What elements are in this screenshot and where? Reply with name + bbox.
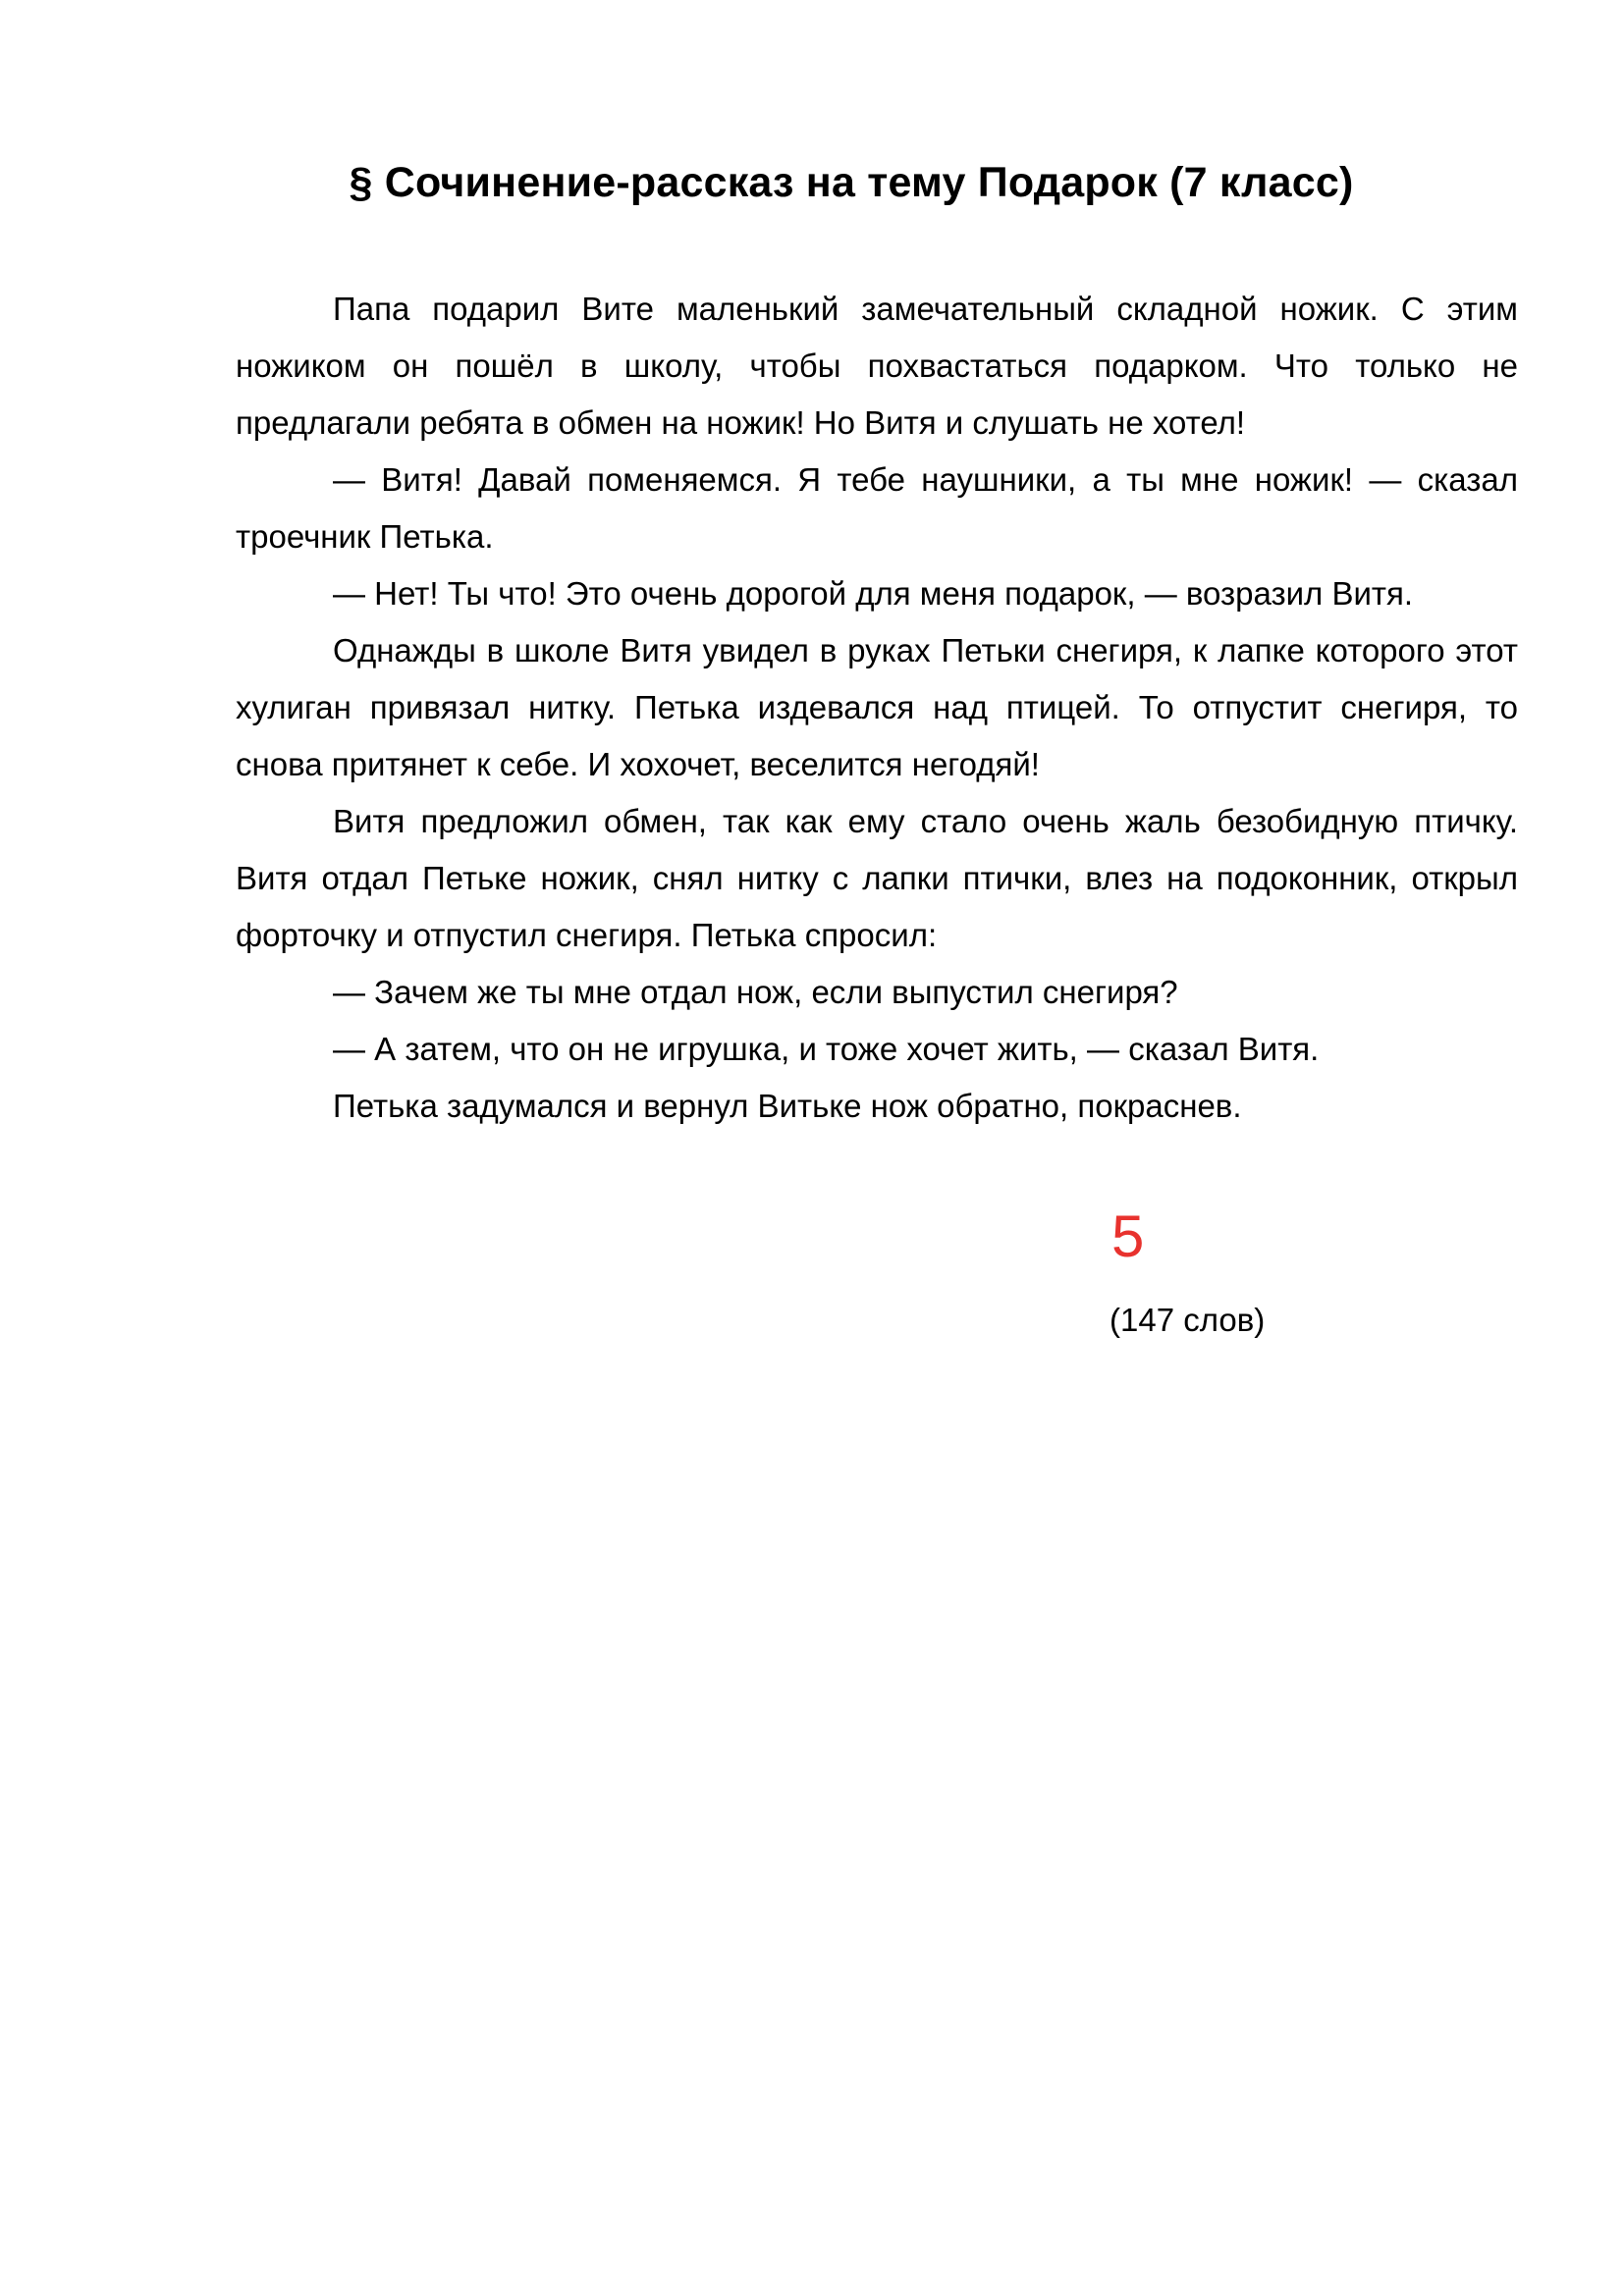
paragraph-3: — Нет! Ты что! Это очень дорогой для меня подарок, — возразил Витя.	[333, 575, 1414, 612]
paragraph-5: Витя предложил обмен, так как ему стало очень жаль безобидную птичку. Витя отдал Петьке ножик, снял нитку с лапки птички, влез на подоконник, открыл форточку и отпустил снегиря. Петька спросил:	[236, 803, 1518, 953]
page-title: § Сочинение-рассказ на тему Подарок (7 класс)	[349, 159, 1354, 206]
paragraph-7: — А затем, что он не игрушка, и тоже хочет жить, — сказал Витя.	[333, 1031, 1320, 1067]
word-count: (147 слов)	[1110, 1302, 1266, 1338]
grade-mark: 5	[1111, 1203, 1145, 1269]
paragraph-2: — Витя! Давай поменяемся. Я тебе наушники, а ты мне ножик! — сказал троечник Петька.	[236, 461, 1518, 555]
paragraph-6: — Зачем же ты мне отдал нож, если выпустил снегиря?	[333, 974, 1178, 1010]
essay-body	[236, 281, 1518, 1135]
paragraph-1: Папа подарил Вите маленький замечательный складной ножик. С этим ножиком он пошёл в школу, чтобы похвастаться подарком. Что только не предлагали ребята в обмен на ножик! Но Витя и слушать не хотел!	[236, 291, 1518, 441]
paragraph-8: Петька задумался и вернул Витьке нож обратно, покраснев.	[333, 1088, 1242, 1124]
paragraph-4: Однажды в школе Витя увидел в руках Петьки снегиря, к лапке которого этот хулиган привязал нитку. Петька издевался над птицей. То отпустит снегиря, то снова притянет к себе. И хохочет, веселится негодяй!	[236, 632, 1518, 782]
